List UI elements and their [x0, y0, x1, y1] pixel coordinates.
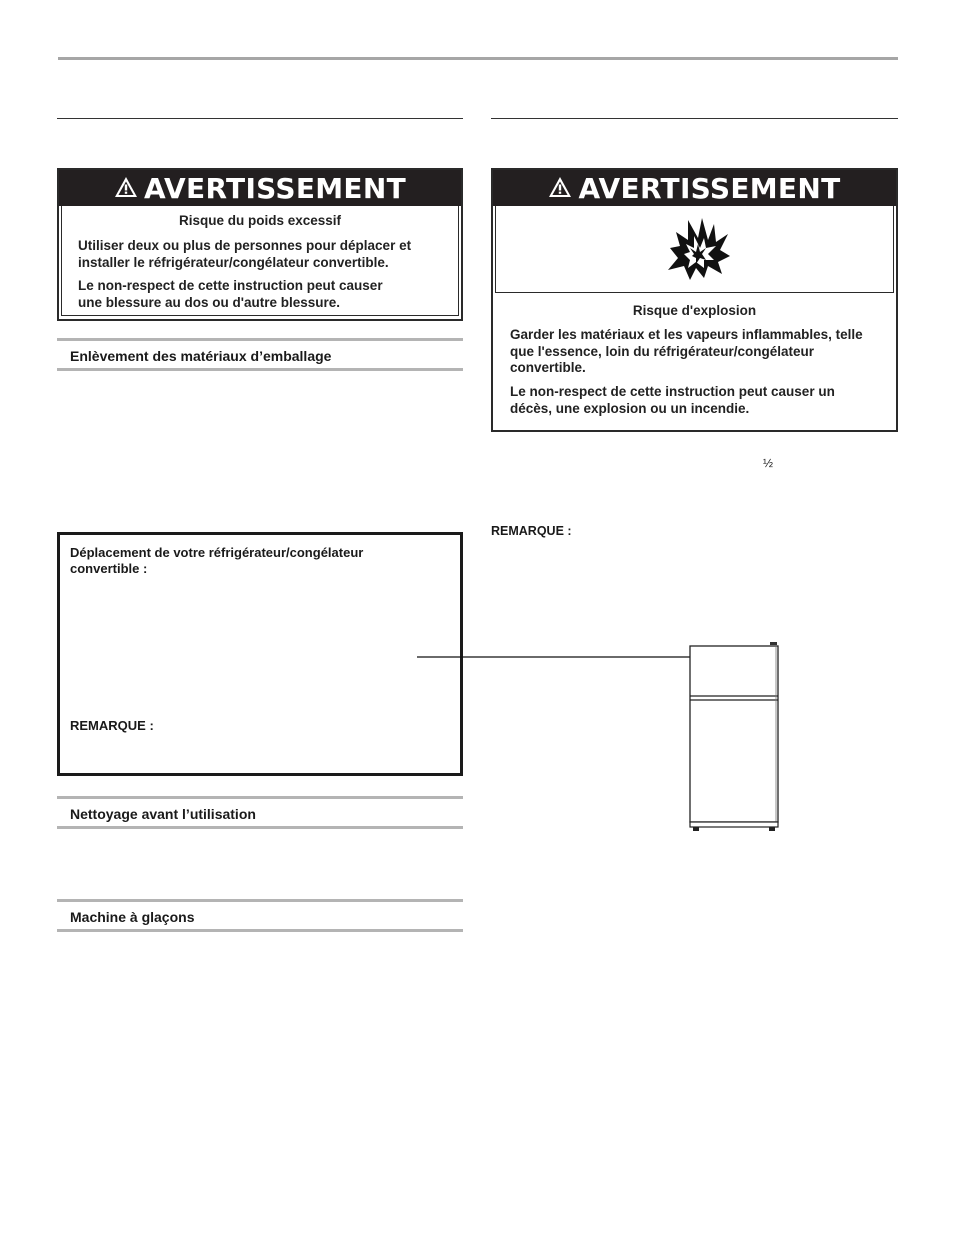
section-header-packaging	[57, 338, 463, 371]
warning-instruction: Utiliser deux ou plus de personnes pour déplacer et installer le réfrigérateur/congélateur convertible.	[78, 238, 412, 270]
warning-subtitle: Risque d'explosion	[632, 303, 757, 318]
section-title: Nettoyage avant l’utilisation	[70, 806, 256, 822]
warning-title: AVERTISSEMENT	[578, 171, 841, 205]
moving-instructions-box	[57, 532, 463, 776]
warning-triangle-icon	[548, 176, 572, 198]
warning-subtitle: Risque du poids excessif	[178, 213, 342, 228]
section-header-cleaning	[57, 796, 463, 829]
note-label: REMARQUE :	[70, 718, 154, 733]
warning-title: AVERTISSEMENT	[143, 171, 406, 205]
warning-box-weight	[57, 168, 463, 321]
moving-heading: Déplacement de votre réfrigérateur/congélateur convertible :	[70, 545, 364, 576]
explosion-symbol-panel	[495, 206, 894, 293]
warning-body	[495, 293, 894, 426]
warning-banner	[59, 170, 461, 206]
warning-banner	[493, 170, 896, 206]
fraction-half-symbol: ½	[763, 456, 774, 470]
refrigerator-illustration	[684, 640, 784, 834]
page-top-rule	[58, 57, 898, 60]
warning-instruction: Garder les matériaux et les vapeurs inflammables, telle que l'essence, loin du réfrigérateur/congélateur convertible.	[510, 327, 863, 375]
warning-triangle-icon	[114, 176, 138, 198]
warning-consequence: Le non-respect de cette instruction peut causer une blessure au dos ou d'autre blessure.	[78, 278, 383, 310]
section-title: Enlèvement des matériaux d’emballage	[70, 348, 332, 364]
left-column-rule	[57, 118, 463, 119]
warning-consequence: Le non-respect de cette instruction peut causer un décès, une explosion ou un incendie.	[510, 384, 835, 416]
section-title: Machine à glaçons	[70, 909, 195, 925]
warning-body	[61, 206, 459, 316]
warning-box-explosion	[491, 168, 898, 432]
section-header-icemaker	[57, 899, 463, 932]
right-column-rule	[491, 118, 898, 119]
note-label: REMARQUE :	[491, 524, 572, 538]
explosion-hazard-icon	[664, 214, 734, 284]
